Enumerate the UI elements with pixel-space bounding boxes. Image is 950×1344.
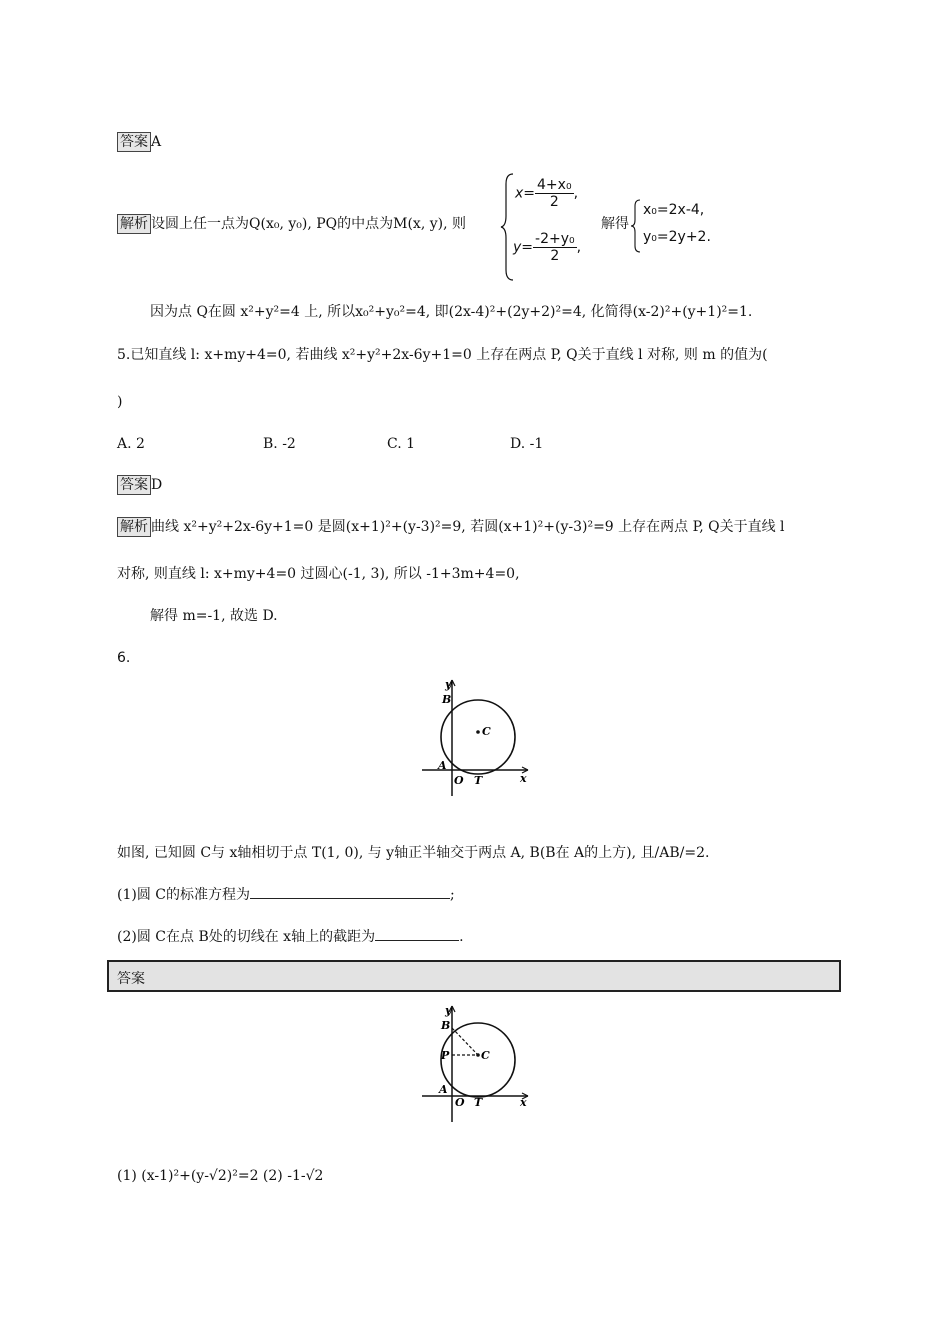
analysis-tag: 解析 <box>117 214 151 234</box>
sys1-row2-fraction <box>533 231 577 264</box>
q6-part2 <box>117 926 464 947</box>
answer-tag: 答案 <box>117 475 151 495</box>
analysis-text-1: 曲线 x²+y²+2x-6y+1=0 是圆(x+1)²+(y-3)²=9, 若圆(x+1)²+(y-3)²=9 上存在两点 P, Q关于直线 l <box>151 519 785 535</box>
ans-fig-label-o: O <box>455 1096 465 1109</box>
part2-text: (2)圆 C在点 B处的切线在 x轴上的截距为 <box>117 929 376 945</box>
ans-fig-label-c: C <box>481 1049 490 1062</box>
fig-label-t: T <box>474 774 483 787</box>
small-brace-icon <box>630 198 642 254</box>
analysis-tag: 解析 <box>117 517 151 537</box>
option-a: A. 2 <box>117 436 145 452</box>
answer-header-box <box>107 960 841 992</box>
option-d: D. -1 <box>510 436 544 452</box>
q6-figure <box>418 676 533 800</box>
q4-answer-line <box>117 132 161 152</box>
q5-analysis-2: 对称, 则直线 l: x+my+4=0 过圆心(-1, 3), 所以 -1+3m+4=0, <box>117 566 520 582</box>
sys1-row2-num: -2+y₀ <box>535 231 575 247</box>
q4-conclusion: 因为点 Q在圆 x²+y²=4 上, 所以x₀²+y₀²=4, 即(2x-4)²+(2y+2)²=4, 化简得(x-2)²+(y+1)²=1. <box>150 304 753 320</box>
part2-blank[interactable] <box>375 926 459 941</box>
option-b: B. -2 <box>263 436 296 452</box>
q5-analysis-line <box>117 517 785 537</box>
answer-tag: 答案 <box>117 132 151 152</box>
sys1-row2-den: 2 <box>550 248 560 264</box>
system-row-1 <box>515 177 578 210</box>
q5-stem: 5.已知直线 l: x+my+4=0, 若曲线 x²+y²+2x-6y+1=0 上存在两点 P, Q关于直线 l 对称, 则 m 的值为( <box>117 347 768 363</box>
fig-label-x: x <box>520 772 527 785</box>
fig-label-o: O <box>454 774 464 787</box>
answer-value: A <box>151 134 162 150</box>
fig-label-a: A <box>438 759 447 772</box>
part1-text: (1)圆 C的标准方程为 <box>117 887 250 903</box>
sys1-row1-comma: , <box>573 185 579 202</box>
answer-header: 答案 <box>117 971 145 987</box>
sys1-row1-den: 2 <box>549 194 559 210</box>
q6-number: 6. <box>117 650 131 666</box>
q6-stem: 如图, 已知圆 C与 x轴相切于点 T(1, 0), 与 y轴正半轴交于两点 A, B(B在 A的上方), 且/AB/=2. <box>117 845 710 861</box>
left-brace-icon <box>500 172 516 282</box>
sys1-row1-lhs: x= <box>515 185 536 202</box>
q5-analysis-3: 解得 m=-1, 故选 D. <box>150 608 278 624</box>
sys2-row2: y₀=2y+2. <box>643 229 711 245</box>
solve-text: 解得 <box>601 216 629 232</box>
analysis-text: 设圆上任一点为Q(x₀, y₀), PQ的中点为M(x, y), 则 <box>151 216 466 232</box>
fig-label-y: y <box>445 678 452 691</box>
option-c: C. 1 <box>387 436 416 452</box>
part1-end: ; <box>450 887 455 903</box>
answer-figure <box>418 1002 533 1126</box>
part2-end: . <box>459 929 464 945</box>
sys1-row2-comma: , <box>576 239 582 256</box>
answer-value: D <box>151 477 163 493</box>
system-row-2 <box>513 231 581 264</box>
q4-analysis-line <box>117 214 466 234</box>
ans-fig-label-x: x <box>520 1096 527 1109</box>
part1-blank[interactable] <box>250 884 450 899</box>
q6-final-answer: (1) (x-1)²+(y-√2)²=2 (2) -1-√2 <box>117 1168 324 1184</box>
q5-stem-end: ) <box>117 394 123 410</box>
ans-fig-label-b: B <box>441 1019 451 1032</box>
ans-fig-label-a: A <box>439 1083 448 1096</box>
sys1-row1-num: 4+x₀ <box>537 177 572 193</box>
ans-fig-label-t: T <box>474 1096 483 1109</box>
sys1-row1-fraction <box>535 177 574 210</box>
sys1-row2-lhs: y= <box>513 239 534 256</box>
fig-label-c: C <box>482 725 491 738</box>
fig-label-b: B <box>442 693 452 706</box>
ans-fig-label-y: y <box>445 1004 452 1017</box>
ans-fig-label-p: P <box>441 1049 450 1062</box>
sys2-row1: x₀=2x-4, <box>643 202 705 218</box>
q5-answer-line <box>117 475 162 495</box>
q6-part1 <box>117 884 455 905</box>
